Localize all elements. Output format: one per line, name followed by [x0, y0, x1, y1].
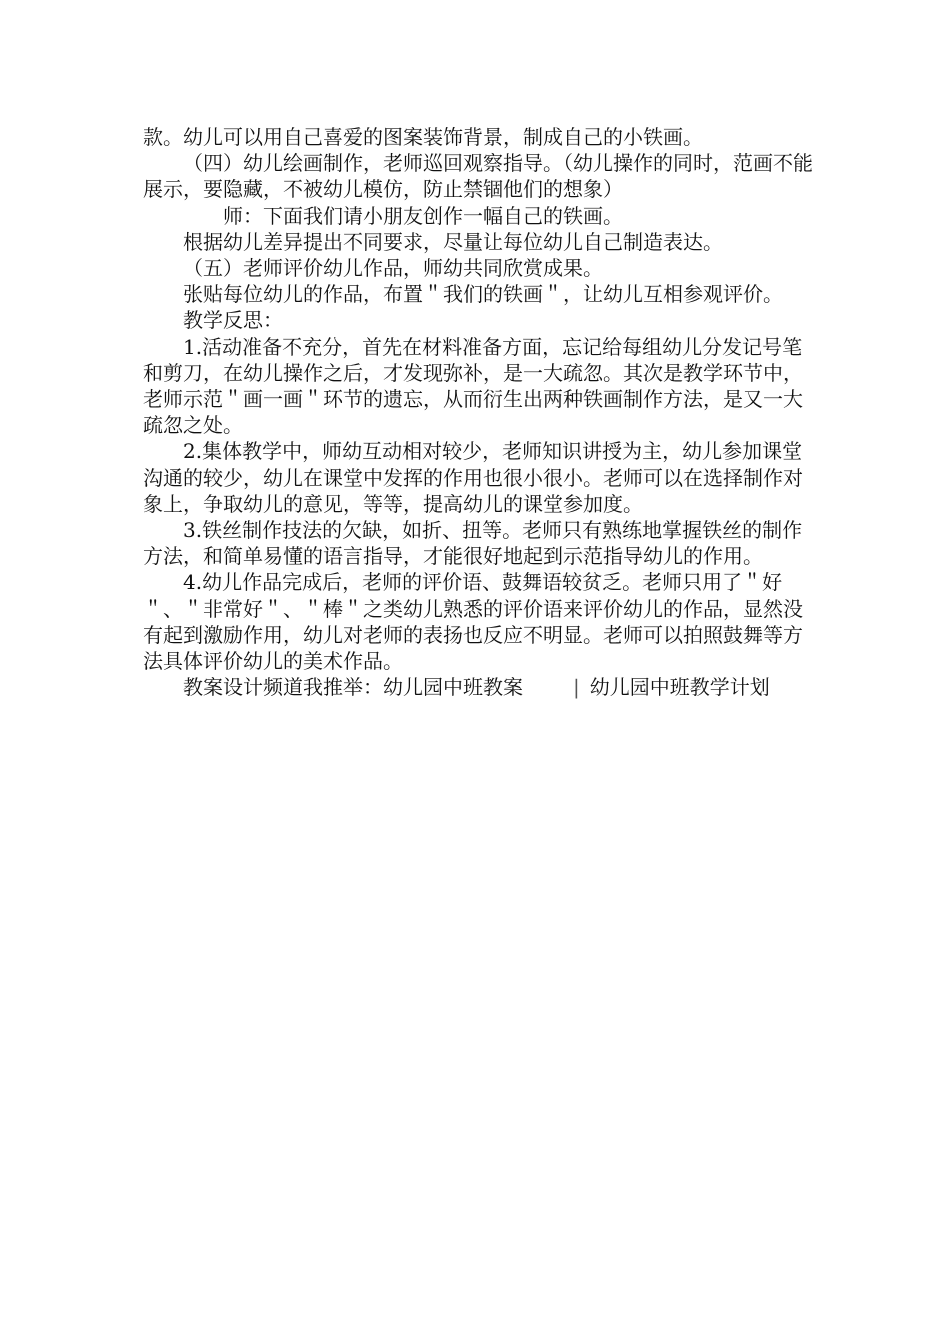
recommendation-separator: | [573, 675, 580, 700]
paragraph-step-5: （五）老师评价幼儿作品，师幼共同欣赏成果。 [183, 256, 603, 281]
recommendation-line [143, 674, 815, 700]
paragraph-reflection-2: 2.集体教学中，师幼互动相对较少，老师知识讲授为主，幼儿参加课堂沟通的较少，幼儿在课堂中发挥的作用也很小很小。老师可以在选择制作对象上，争取幼儿的意见，等等，提高幼儿的课堂参加度。 [143, 439, 803, 516]
recommendation-link-kindergarten-lesson-plans[interactable]: 幼儿园中班教案 [383, 675, 523, 700]
paragraph-requirements: 根据幼儿差异提出不同要求，尽量让每位幼儿自己制造表达。 [183, 229, 723, 254]
paragraph-reflection-4: 4.幼儿作品完成后，老师的评价语、鼓舞语较贫乏。老师只用了＂好＂、＂非常好＂、＂棒＂之类幼儿熟悉的评价语来评价幼儿的作品，显然没有起到激励作用，幼儿对老师的表扬也反应不明显。老师可以拍照鼓舞等方法具体评价幼儿的美术作品。 [143, 570, 803, 674]
reflection-heading: 教学反思： [183, 308, 283, 333]
paragraph-step-4: （四）幼儿绘画制作，老师巡回观察指导。（幼儿操作的同时，范画不能展示，要隐藏，不被幼儿模仿，防止禁锢他们的想象） [143, 151, 813, 202]
document-page [143, 124, 815, 700]
paragraph-reflection-3: 3.铁丝制作技法的欠缺，如折、扭等。老师只有熟练地掌握铁丝的制作方法，和简单易懂的语言指导，才能很好地起到示范指导幼儿的作用。 [143, 518, 803, 569]
paragraph-reflection-1: 1.活动准备不充分，首先在材料准备方面，忘记给每组幼儿分发记号笔和剪刀，在幼儿操作之后，才发现弥补，是一大疏忽。其次是教学环节中，老师示范＂画一画＂环节的遗忘，从而衍生出两种铁画制作方法，是又一大疏忽之处。 [143, 334, 803, 438]
recommendation-link-kindergarten-teaching-plans[interactable]: 幼儿园中班教学计划 [589, 675, 770, 700]
paragraph-continuation: 款。幼儿可以用自己喜爱的图案装饰背景，制成自己的小铁画。 [143, 125, 703, 149]
recommendation-prefix: 教案设计频道我推举： [183, 675, 383, 700]
paragraph-teacher-line: 师：下面我们请小朋友创作一幅自己的铁画。 [223, 203, 623, 228]
paragraph-display: 张贴每位幼儿的作品，布置＂我们的铁画＂，让幼儿互相参观评价。 [183, 282, 783, 307]
